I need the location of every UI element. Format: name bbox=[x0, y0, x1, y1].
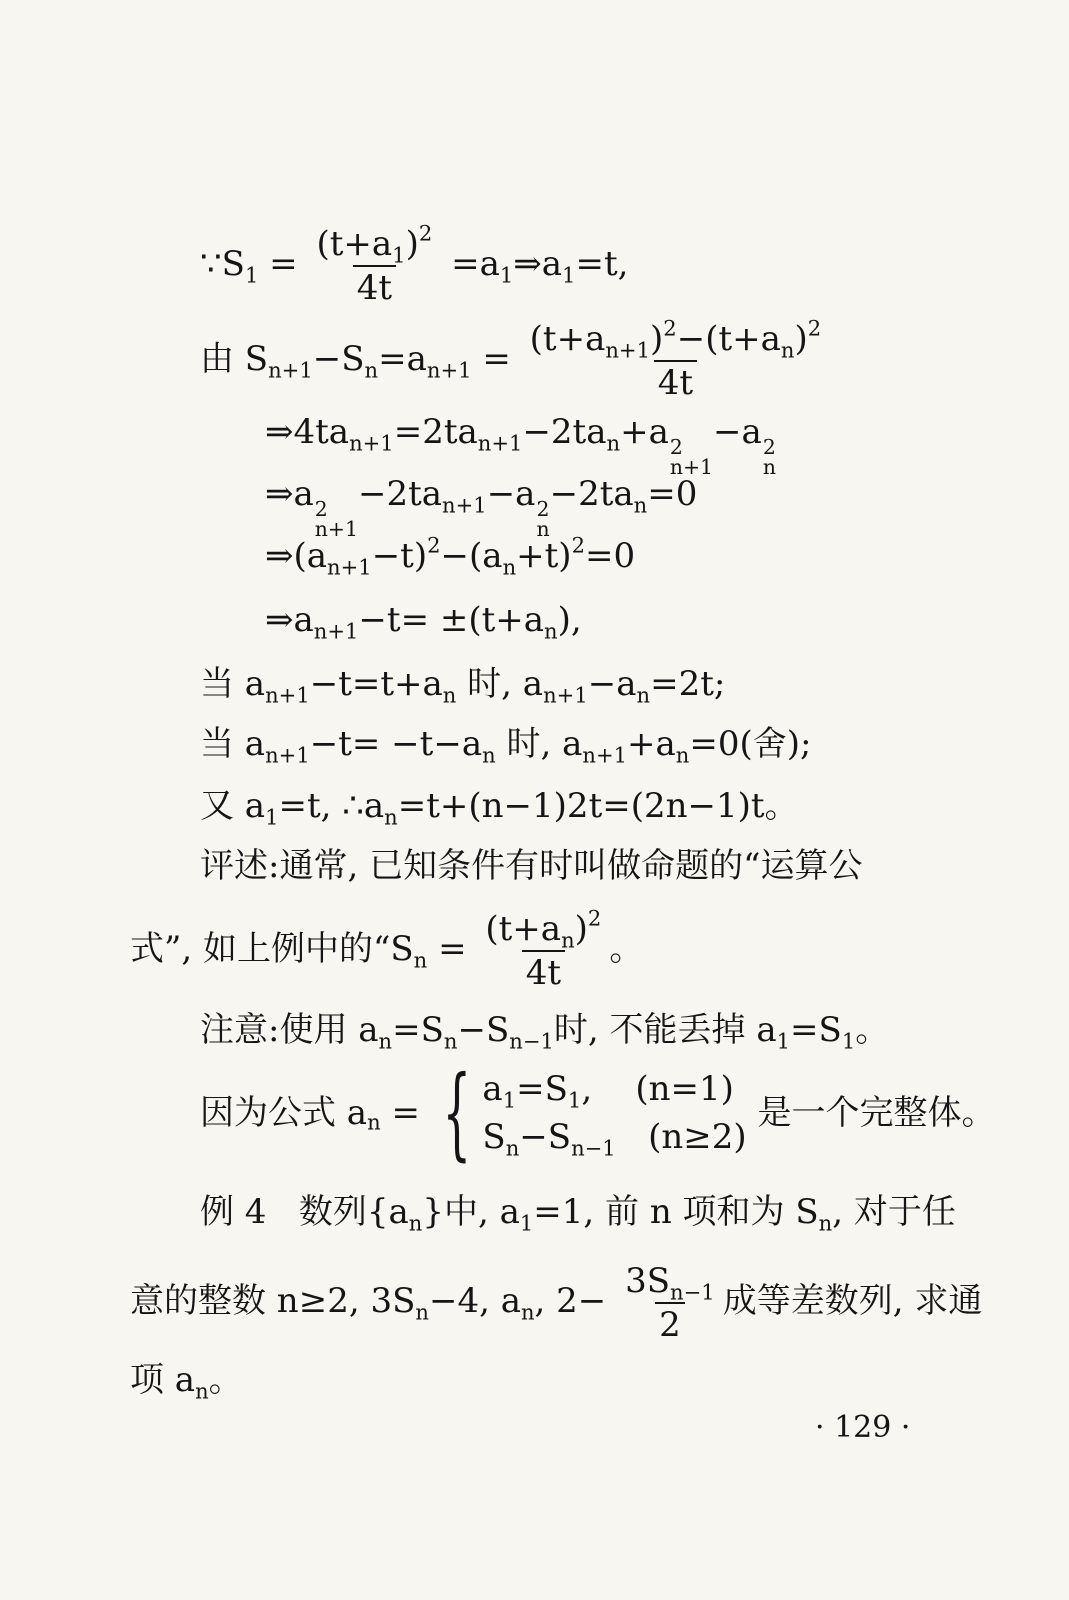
sub: n bbox=[415, 1299, 429, 1325]
text: −2ta bbox=[549, 474, 634, 514]
text: =t, ∴a bbox=[278, 786, 385, 826]
text: 当 a bbox=[200, 664, 266, 704]
sub: 1 bbox=[244, 262, 259, 288]
sup: 2 bbox=[571, 532, 585, 558]
sub: n+1 bbox=[349, 430, 394, 456]
sub: n bbox=[633, 492, 648, 518]
brace-glyph: { bbox=[442, 1054, 471, 1171]
sub: n bbox=[367, 1109, 381, 1135]
sub: n bbox=[195, 1378, 209, 1404]
text: ⇒(a bbox=[265, 536, 328, 576]
sub: n+1 bbox=[669, 454, 714, 479]
text: 时, 不能丢掉 a bbox=[553, 1010, 777, 1050]
text: ⇒4ta bbox=[265, 412, 350, 452]
text: (t+a bbox=[529, 319, 606, 359]
text: −(t+a bbox=[676, 319, 781, 359]
example-4-line bbox=[200, 1192, 956, 1236]
text: =t+(n−1)2t=(2n−1)t。 bbox=[397, 786, 799, 826]
sub: n bbox=[536, 516, 550, 541]
sub: n bbox=[780, 337, 795, 363]
supsub bbox=[536, 497, 550, 541]
example-4-line-2 bbox=[130, 1262, 982, 1344]
text: 4t bbox=[522, 950, 565, 992]
text: = bbox=[482, 339, 511, 379]
text: 由 S bbox=[200, 339, 269, 379]
text: a bbox=[482, 1069, 503, 1109]
example-4-line-3 bbox=[130, 1360, 243, 1404]
text: (t+a bbox=[316, 224, 393, 264]
piecewise-formula-line bbox=[200, 1054, 996, 1171]
formula-line-2 bbox=[200, 315, 829, 403]
text: 是一个完整体。 bbox=[757, 1093, 996, 1133]
text: ), bbox=[557, 600, 582, 640]
text: =0 bbox=[647, 474, 698, 514]
sup: 2 bbox=[762, 435, 776, 460]
sub: n bbox=[442, 682, 457, 708]
sub: n bbox=[378, 1028, 393, 1054]
text: = bbox=[391, 1093, 420, 1133]
text: , 2− bbox=[534, 1281, 607, 1321]
supsub bbox=[762, 435, 776, 479]
text: −2ta bbox=[357, 474, 443, 514]
text: −a bbox=[486, 474, 536, 514]
text: 式”, 如上例中的“S bbox=[130, 929, 414, 969]
formula-line-4 bbox=[265, 474, 697, 539]
text: ∵S bbox=[200, 244, 245, 284]
sub: n bbox=[413, 947, 428, 973]
text: −t) bbox=[371, 536, 428, 576]
text: −a bbox=[713, 412, 762, 452]
sub: n+1 bbox=[268, 357, 313, 383]
sub: n+1 bbox=[442, 492, 487, 518]
text: 注意:使用 a bbox=[200, 1010, 379, 1050]
text: =2t; bbox=[650, 664, 726, 704]
text: −S bbox=[312, 339, 365, 379]
sup: 2 bbox=[314, 497, 328, 522]
text: ⇒a bbox=[265, 474, 314, 514]
sub: n−1 bbox=[670, 1279, 715, 1305]
formula-line-5 bbox=[265, 532, 636, 580]
sub: n−1 bbox=[571, 1135, 616, 1161]
text: 当 a bbox=[200, 724, 266, 764]
text: 意的整数 n≥2, 3S bbox=[130, 1281, 416, 1321]
text: −(a bbox=[440, 536, 503, 576]
sub: 1 bbox=[562, 262, 576, 288]
text: =S bbox=[516, 1069, 568, 1109]
text: =2ta bbox=[393, 412, 478, 452]
sub: n bbox=[505, 1135, 520, 1161]
text: 。 bbox=[208, 1360, 243, 1400]
text: =S bbox=[790, 1010, 842, 1050]
text: (t+a bbox=[485, 909, 562, 949]
text: ⇒a bbox=[265, 600, 314, 640]
text: ) bbox=[650, 319, 664, 359]
text: S bbox=[482, 1117, 506, 1157]
sub: n bbox=[520, 1299, 535, 1325]
formula-line-8 bbox=[200, 724, 812, 768]
sup: 2 bbox=[669, 435, 683, 460]
sub: n+1 bbox=[313, 618, 359, 644]
sub: n bbox=[443, 1028, 458, 1054]
sub: n bbox=[544, 618, 558, 644]
sub: n bbox=[606, 430, 621, 456]
text: 4t bbox=[654, 360, 697, 402]
sub: n bbox=[636, 682, 651, 708]
text: −2ta bbox=[522, 412, 607, 452]
fraction bbox=[526, 315, 825, 403]
text: 又 a bbox=[200, 786, 266, 826]
text: , 对于任 bbox=[832, 1192, 956, 1232]
text: +a bbox=[627, 724, 676, 764]
sub: 1 bbox=[841, 1028, 856, 1054]
fraction bbox=[481, 905, 605, 993]
sub: n−1 bbox=[509, 1028, 554, 1054]
sup: 2 bbox=[427, 532, 441, 558]
sub: n+1 bbox=[582, 742, 628, 768]
text: 因为公式 a bbox=[200, 1093, 368, 1133]
sub: 1 bbox=[776, 1028, 791, 1054]
sub: n bbox=[818, 1210, 833, 1236]
supsub bbox=[314, 497, 358, 541]
sub: n+1 bbox=[327, 554, 372, 580]
comment-paragraph bbox=[200, 846, 862, 886]
piecewise-brace bbox=[431, 1054, 747, 1171]
sub: n+1 bbox=[314, 516, 358, 541]
text: 时, a bbox=[456, 664, 544, 704]
sub: n+1 bbox=[426, 357, 472, 383]
sup: 2 bbox=[663, 315, 677, 341]
sub: n bbox=[675, 742, 690, 768]
sup: 2 bbox=[807, 315, 822, 341]
text: −4, a bbox=[428, 1281, 521, 1321]
text: +a bbox=[620, 412, 669, 452]
cases bbox=[482, 1065, 746, 1161]
sub: 1 bbox=[519, 1210, 534, 1236]
text: =t, bbox=[575, 244, 629, 284]
sub: n bbox=[364, 357, 379, 383]
case-2 bbox=[482, 1113, 746, 1161]
text: 2 bbox=[655, 1302, 685, 1344]
text: =1, 前 n 项和为 S bbox=[533, 1192, 819, 1232]
sub: n bbox=[384, 804, 398, 830]
text: 项 a bbox=[130, 1360, 196, 1400]
text: −a bbox=[587, 664, 637, 704]
sub: 1 bbox=[567, 1087, 582, 1113]
sub: 1 bbox=[392, 242, 406, 268]
text: 3S bbox=[625, 1261, 671, 1301]
text: −t= ±(t+a bbox=[358, 600, 545, 640]
text: −t= −t−a bbox=[309, 724, 483, 764]
page-number: · 129 · bbox=[815, 1410, 911, 1445]
text: =S bbox=[392, 1010, 444, 1050]
text: =0 bbox=[584, 536, 636, 576]
formula-line-9 bbox=[200, 786, 799, 830]
sub: n+1 bbox=[543, 682, 588, 708]
fraction bbox=[312, 220, 436, 308]
text: 。 bbox=[609, 929, 644, 969]
text: ⇒a bbox=[513, 244, 563, 284]
sub: n+1 bbox=[477, 430, 523, 456]
text: = bbox=[438, 929, 467, 969]
sub: n+1 bbox=[265, 742, 310, 768]
text: , (n=1) bbox=[581, 1069, 734, 1109]
text: (n≥2) bbox=[615, 1117, 747, 1157]
sub: n bbox=[561, 927, 575, 953]
sup: 2 bbox=[418, 220, 433, 246]
formula-line-6 bbox=[265, 600, 582, 644]
text: =a bbox=[451, 244, 500, 284]
sub: 1 bbox=[502, 1087, 517, 1113]
text: 时, a bbox=[495, 724, 583, 764]
fraction bbox=[621, 1262, 719, 1344]
sub: 1 bbox=[499, 262, 514, 288]
sub: 1 bbox=[265, 804, 279, 830]
sub: n+1 bbox=[605, 337, 651, 363]
sup: 2 bbox=[536, 497, 550, 522]
sub: n+1 bbox=[265, 682, 310, 708]
formula-line-7 bbox=[200, 664, 726, 708]
formula-line-3 bbox=[265, 412, 776, 477]
supsub bbox=[669, 435, 714, 479]
text: 例 4 数列{a bbox=[200, 1192, 409, 1232]
text: =0(舍); bbox=[689, 724, 812, 764]
text: −S bbox=[457, 1010, 510, 1050]
text: ) bbox=[574, 909, 588, 949]
note-line bbox=[200, 1010, 890, 1054]
text: }中, a bbox=[422, 1192, 520, 1232]
text: 成等差数列, 求通 bbox=[722, 1281, 983, 1321]
sub: n bbox=[762, 454, 776, 479]
text: 。 bbox=[855, 1010, 890, 1050]
sub: n bbox=[408, 1210, 423, 1236]
text: −t=t+a bbox=[309, 664, 443, 704]
sub: n bbox=[502, 554, 517, 580]
text: ) bbox=[405, 224, 419, 264]
case-1 bbox=[482, 1065, 746, 1113]
text: +t) bbox=[516, 536, 572, 576]
formula-line-1 bbox=[200, 220, 629, 308]
sub: n bbox=[482, 742, 496, 768]
comment-formula-line bbox=[130, 905, 644, 993]
text: −S bbox=[519, 1117, 572, 1157]
text: 4t bbox=[353, 265, 396, 307]
text: =a bbox=[378, 339, 427, 379]
sup: 2 bbox=[587, 905, 602, 931]
text: ) bbox=[794, 319, 808, 359]
text: = bbox=[269, 244, 298, 284]
text: 评述:通常, 已知条件有时叫做命题的“运算公 bbox=[200, 846, 863, 886]
